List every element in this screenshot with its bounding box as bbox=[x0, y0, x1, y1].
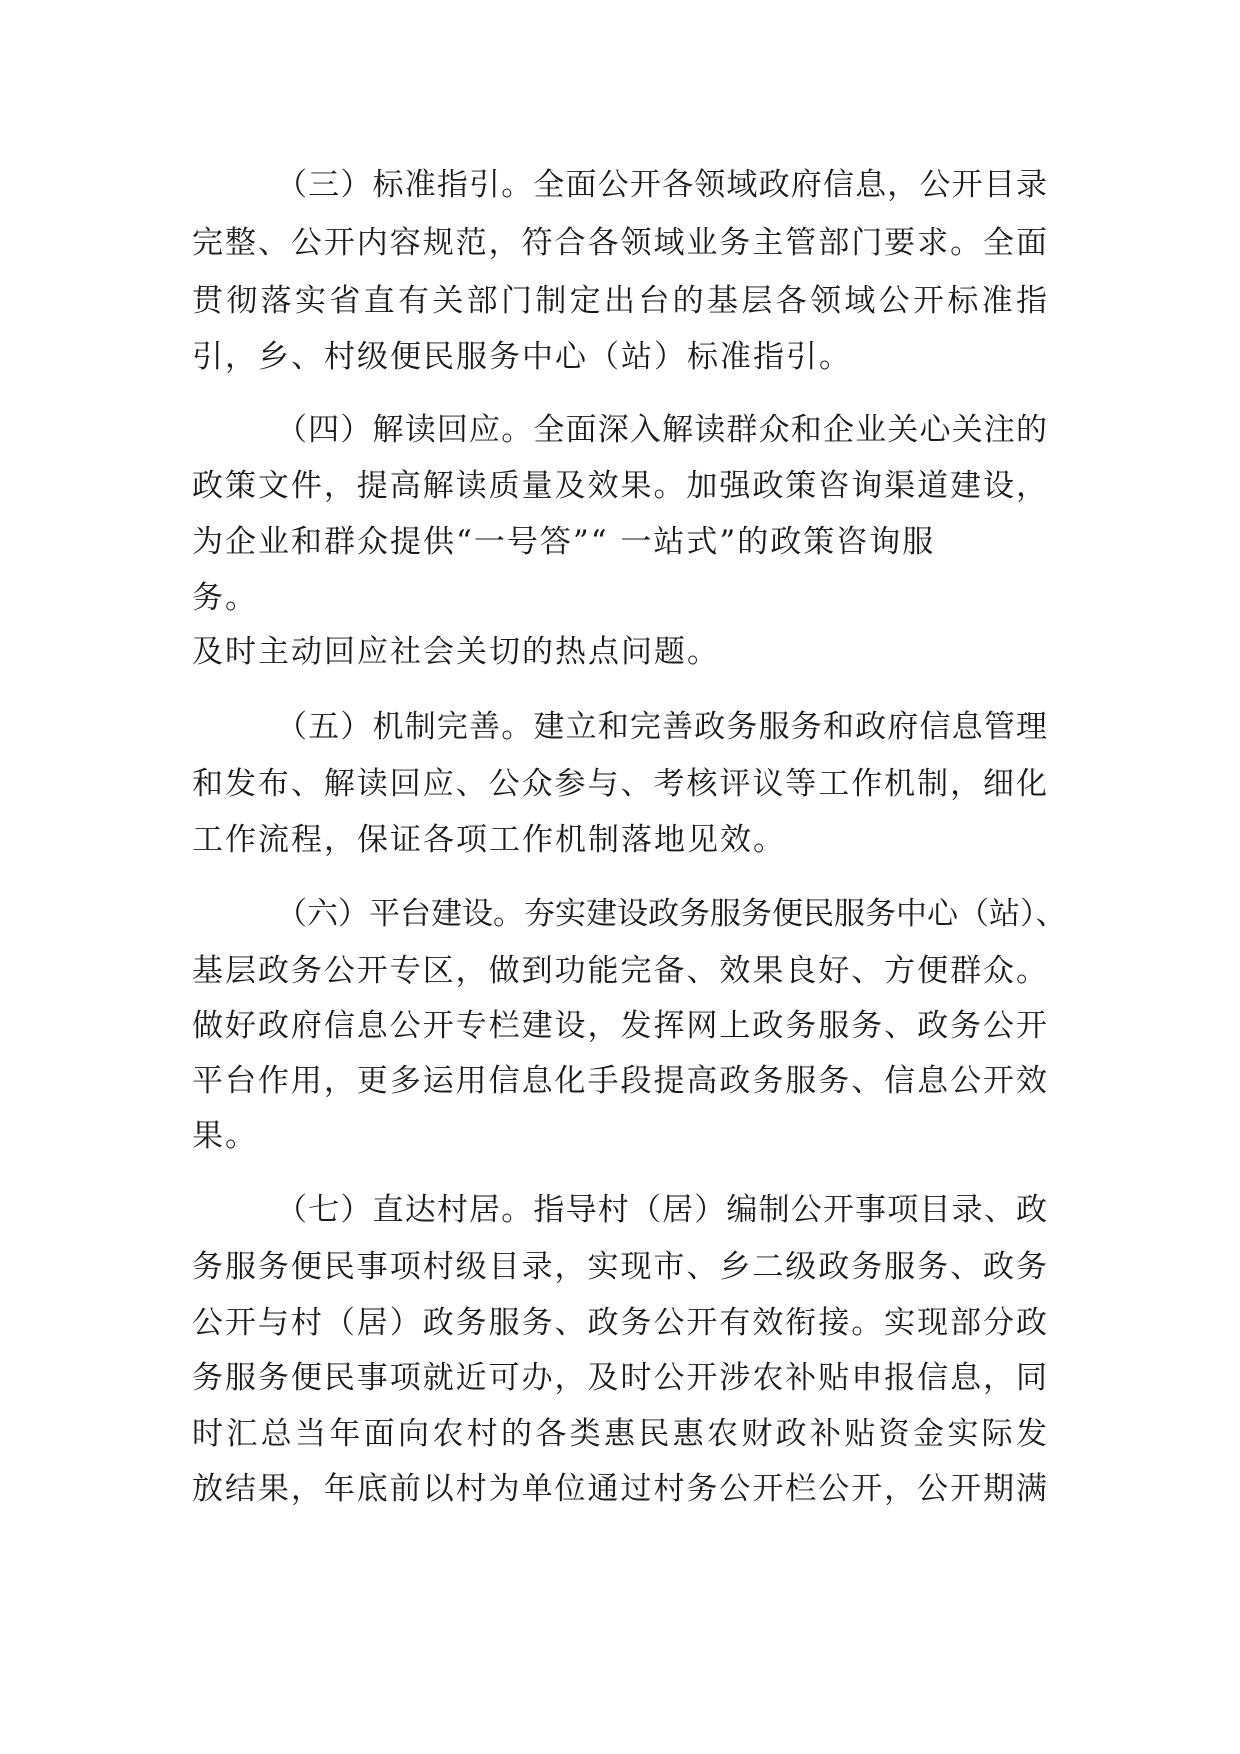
paragraph-5-line-2: 和发布、解读回应、公众参与、考核评议等工作机制，细化 bbox=[192, 766, 1047, 802]
paragraph-6-line-4: 平台作用，更多运用信息化手段提高政务服务、信息公开效 bbox=[192, 1063, 1047, 1099]
paragraph-4-line-2: 政策文件，提高解读质量及效果。加强政策咨询渠道建设， bbox=[192, 468, 1047, 504]
paragraph-3-line-1: （三）标准指引。全面公开各领域政府信息，公开目录 bbox=[276, 167, 1047, 203]
paragraph-3-line-4: 引，乡、村级便民服务中心（站）标准指引。 bbox=[192, 339, 852, 375]
paragraph-6-line-5: 果。 bbox=[192, 1118, 258, 1154]
paragraph-4-line-1: （四）解读回应。全面深入解读群众和企业关心关注的 bbox=[276, 412, 1047, 448]
paragraph-7-line-1: （七）直达村居。指导村（居）编制公开事项目录、政 bbox=[276, 1192, 1047, 1228]
paragraph-3-line-3: 贯彻落实省直有关部门制定出台的基层各领域公开标准指 bbox=[192, 283, 1047, 319]
paragraph-4-line-5: 及时主动回应社会关切的热点问题。 bbox=[192, 634, 720, 670]
paragraph-7-line-6: 放结果，年底前以村为单位通过村务公开栏公开，公开期满 bbox=[192, 1471, 1047, 1507]
paragraph-6-line-2: 基层政务公开专区，做到功能完备、效果良好、方便群众。 bbox=[192, 953, 1047, 989]
paragraph-5-line-1: （五）机制完善。建立和完善政务服务和政府信息管理 bbox=[276, 709, 1047, 745]
paragraph-7-line-3: 公开与村（居）政务服务、政务公开有效衔接。实现部分政 bbox=[192, 1305, 1047, 1341]
paragraph-4-line-4: 务。 bbox=[192, 580, 258, 616]
paragraph-7-line-5: 时汇总当年面向农村的各类惠民惠农财政补贴资金实际发 bbox=[192, 1416, 1047, 1452]
paragraph-6-line-3: 做好政府信息公开专栏建设，发挥网上政务服务、政务公开 bbox=[192, 1008, 1047, 1044]
paragraph-7-line-4: 务服务便民事项就近可办，及时公开涉农补贴申报信息，同 bbox=[192, 1360, 1047, 1396]
paragraph-3-line-2: 完整、公开内容规范，符合各领域业务主管部门要求。全面 bbox=[192, 225, 1047, 261]
paragraph-5-line-3: 工作流程，保证各项工作机制落地见效。 bbox=[192, 822, 786, 858]
paragraph-4-line-3: 为企业和群众提供“一号答”“ 一站式”的政策咨询服 bbox=[192, 524, 936, 560]
paragraph-6-line-1: （六）平台建设。夯实建设政务服务便民服务中心（站）、 bbox=[276, 896, 1067, 932]
paragraph-7-line-2: 务服务便民事项村级目录，实现市、乡二级政务服务、政务 bbox=[192, 1249, 1047, 1285]
